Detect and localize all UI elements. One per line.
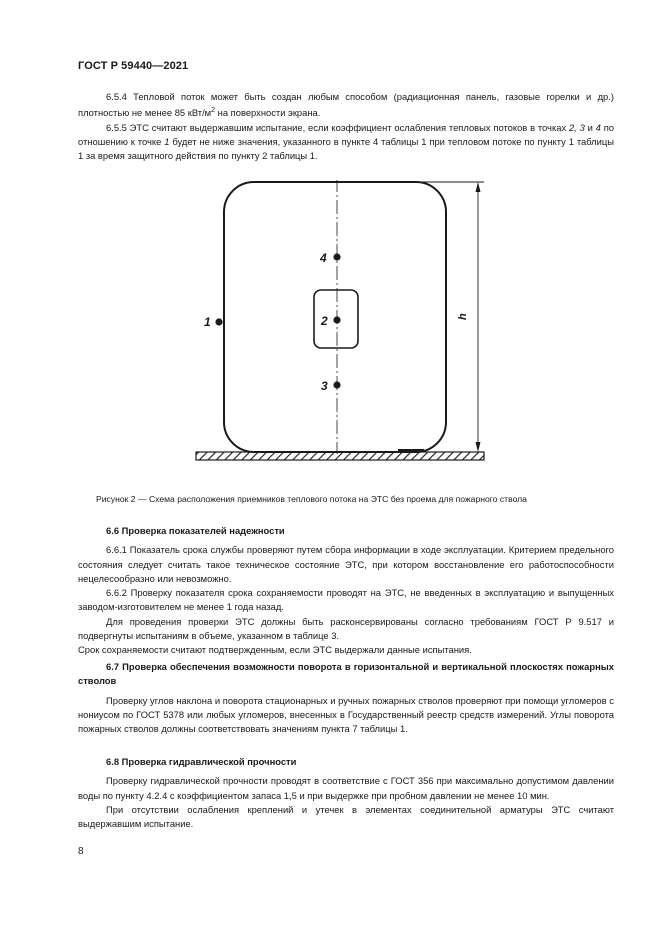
paragraph-6-6-2-cont: Для проведения проверки ЭТС должны быть расконсервированы согласно требованиям ГОСТ Р 9.517 и подвергнуты испытаниям в объеме, указанном в таблице 3. xyxy=(78,615,614,642)
figure-2-diagram xyxy=(190,180,500,470)
dimension-arrow-top xyxy=(476,182,481,192)
intro-section xyxy=(78,90,614,164)
paragraph-6-7: Проверку углов наклона и поворота стационарных и ручных пожарных стволов проверяют при помощи угломеров с нониусом по ГОСТ 5378 или любых угломеров, внесенных в Государственный реестр средств измерений. Углы поворота пожарных стволов должны соответствовать значениям пункта 7 таблицы 1. xyxy=(78,694,614,735)
receiver-point-2 xyxy=(333,316,340,323)
figure-caption: Рисунок 2 — Схема расположения приемников теплового потока на ЭТС без проема для пожарного ствола xyxy=(96,494,527,504)
receiver-point-4 xyxy=(333,253,340,260)
paragraph-6-6-2-end: Срок сохраняемости считают подтвержденным, если ЭТС выдержали данные испытания. xyxy=(78,644,472,656)
section-6-8 xyxy=(78,755,614,831)
paragraph-6-5-5: 6.5.5 ЭТС считают выдержавшим испытание, если коэффициент ослабления тепловых потоков в точках 2, 3 и 4 по отношению к точке 1 будет не ниже значения, указанного в пункте 4 таблицы 1 при тепловом потоке по пункту 1 таблицы 1 за время защитного действия по пункту 2 таблицы 1. xyxy=(78,121,614,162)
point-label-4: 4 xyxy=(320,251,327,265)
dimension-label-h: h xyxy=(457,313,469,320)
dimension-arrow-bottom xyxy=(476,442,481,452)
paragraph-6-5-4: 6.5.4 Тепловой поток может быть создан любым способом (радиационная панель, газовые горелки и др.) плотностью не менее 85 кВт/$м^2$ на поверхности экрана. xyxy=(78,91,614,119)
heading-6-8: 6.8 Проверка гидравлической прочности xyxy=(106,756,297,767)
heading-6-6: 6.6 Проверка показателей надежности xyxy=(106,525,285,536)
screen-base xyxy=(398,449,424,452)
section-6-6 xyxy=(78,524,614,658)
screen-outline xyxy=(224,182,446,452)
point-label-1: 1 xyxy=(204,315,211,329)
paragraph-6-6-1: 6.6.1 Показатель срока службы проверяют путем сбора информации в ходе эксплуатации. Критерием предельного состояния следует считать такое техническое состояние ЭТС, при котором восстановление его работоспособности нецелесообразно или невозможно. xyxy=(78,544,614,584)
paragraph-6-8-1: Проверку гидравлической прочности проводят в соответствие с ГОСТ 356 при максимально допустимом давлении воды по пункту 4.2.4 с коэффициентом запаса 1,5 и при выдержке при пробном давлении не менее 10 мин. xyxy=(78,775,614,801)
page-number: 8 xyxy=(78,846,84,857)
section-6-7 xyxy=(78,660,614,736)
heading-6-7: 6.7 Проверка обеспечения возможности поворота в горизонтальной и вертикальной плоскостях пожарных стволов xyxy=(78,661,614,687)
point-label-3: 3 xyxy=(321,379,328,393)
receiver-point-3 xyxy=(333,381,340,388)
paragraph-6-8-2: При отсутствии ослабления креплений и утечек в элементах соединительной арматуры ЭТС считают выдержавшим испытание. xyxy=(78,803,614,830)
paragraph-6-6-2: 6.6.2 Проверку показателя срока сохраняемости проводят на ЭТС, не введенных в эксплуатацию и выпущенных заводом-изготовителем не менее 1 года назад. xyxy=(78,587,614,613)
receiver-point-1 xyxy=(215,318,222,325)
document-header: ГОСТ Р 59440—2021 xyxy=(78,60,189,72)
screen-scheme xyxy=(190,180,500,465)
ground-hatch xyxy=(196,452,484,460)
point-label-2: 2 xyxy=(321,314,328,328)
